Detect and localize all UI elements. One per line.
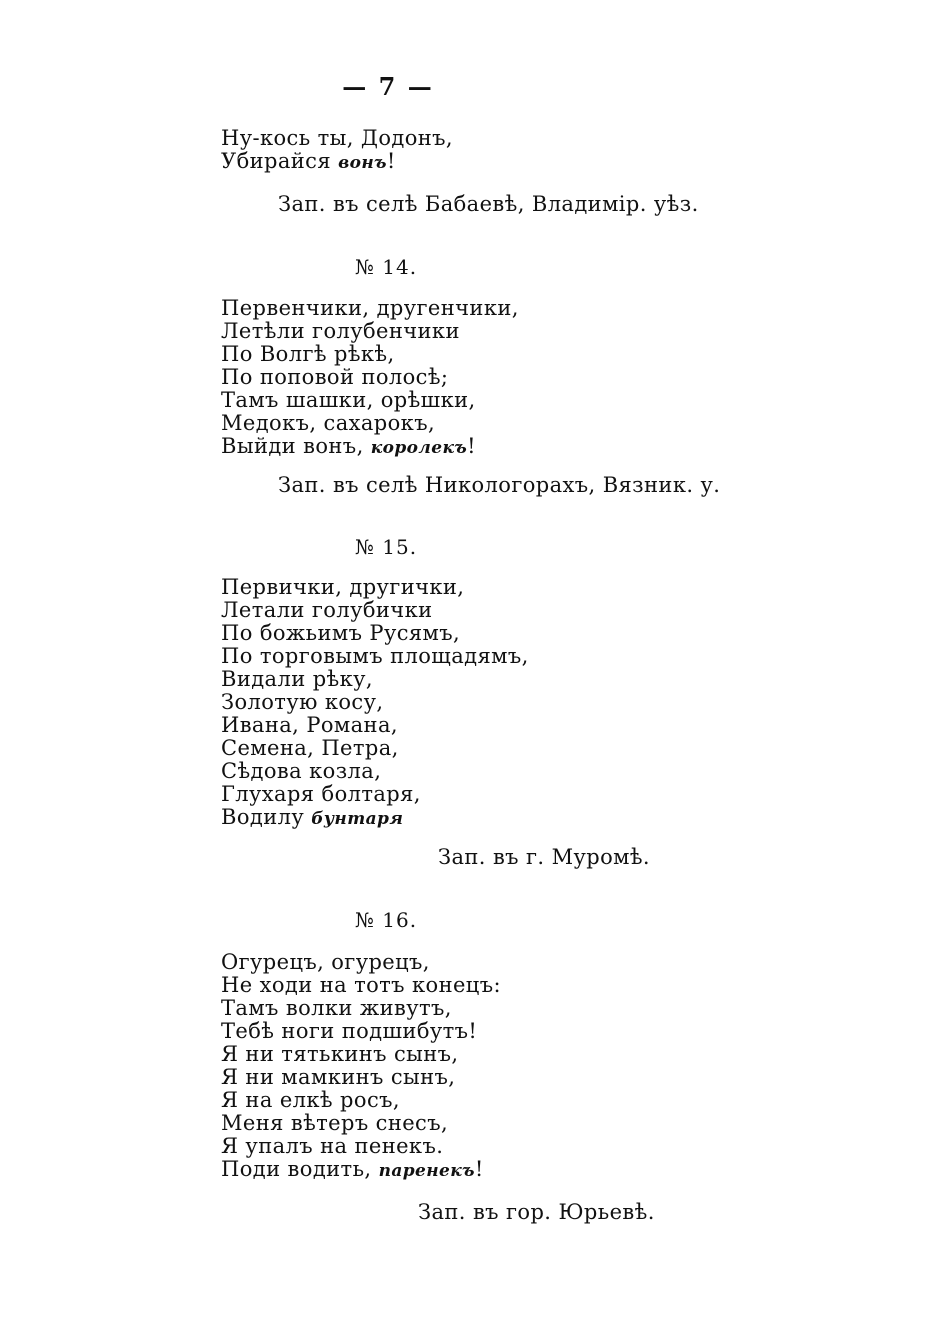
verse-line: Летали голубички bbox=[221, 598, 433, 622]
italic-word: бунтаря bbox=[311, 809, 404, 829]
poem-number-15: № 15. bbox=[355, 535, 418, 559]
verse-line: Глухаря болтаря, bbox=[221, 782, 421, 806]
italic-word: паренекъ bbox=[378, 1161, 475, 1181]
verse-line: Тамъ волки живутъ, bbox=[221, 996, 452, 1020]
poem-block-15 bbox=[221, 576, 529, 829]
source-note-14: Зап. въ селѣ Никологорахъ, Вязник. у. bbox=[278, 473, 721, 497]
verse-line: По торговымъ площадямъ, bbox=[221, 644, 529, 668]
poem-block-16 bbox=[221, 951, 501, 1181]
poem-block-14 bbox=[221, 297, 519, 458]
source-note-13: Зап. въ селѣ Бабаевѣ, Владимір. уѣз. bbox=[278, 192, 699, 216]
verse-line: Ивана, Романа, bbox=[221, 713, 398, 737]
verse-line: По Волгѣ рѣкѣ, bbox=[221, 342, 395, 366]
verse-line: Тебѣ ноги подшибутъ! bbox=[221, 1019, 478, 1043]
verse-line: Ну-кось ты, Додонъ, bbox=[221, 126, 454, 150]
verse-line-last: Поди водить, паренекъ! bbox=[221, 1157, 484, 1181]
verse-line: Первенчики, другенчики, bbox=[221, 296, 519, 320]
poem-number-16: № 16. bbox=[355, 908, 418, 932]
verse-line: Летѣли голубенчики bbox=[221, 319, 460, 343]
italic-word: королекъ bbox=[370, 438, 468, 458]
source-note-16: Зап. въ гор. Юрьевѣ. bbox=[418, 1200, 655, 1224]
verse-line: Я на елкѣ росъ, bbox=[221, 1088, 400, 1112]
poem-block-13 bbox=[221, 127, 453, 173]
verse-line: Семена, Петра, bbox=[221, 736, 399, 760]
verse-line: Тамъ шашки, орѣшки, bbox=[221, 388, 476, 412]
verse-line-last: Выйди вонъ, королекъ! bbox=[221, 434, 476, 458]
verse-line: По поповой полосѣ; bbox=[221, 365, 449, 389]
verse-line: Меня вѣтеръ снесъ, bbox=[221, 1111, 449, 1135]
verse-line-last: Убирайся вонъ! bbox=[221, 149, 396, 173]
verse-line: Золотую косу, bbox=[221, 690, 384, 714]
verse-line: Медокъ, сахарокъ, bbox=[221, 411, 436, 435]
verse-line-last: Водилу бунтаря bbox=[221, 805, 404, 829]
verse-line: Первички, другички, bbox=[221, 575, 465, 599]
source-note-15: Зап. въ г. Муромѣ. bbox=[438, 845, 650, 869]
verse-line: Видали рѣку, bbox=[221, 667, 373, 691]
verse-line: Я упалъ на пенекъ. bbox=[221, 1134, 444, 1158]
italic-word: вонъ bbox=[338, 153, 387, 173]
verse-line: Не ходи на тотъ конецъ: bbox=[221, 973, 501, 997]
page-number: — 7 — bbox=[342, 72, 434, 101]
verse-line: По божьимъ Русямъ, bbox=[221, 621, 461, 645]
verse-line: Огурецъ, огурецъ, bbox=[221, 950, 430, 974]
verse-line: Я ни тятькинъ сынъ, bbox=[221, 1042, 459, 1066]
poem-number-14: № 14. bbox=[355, 255, 418, 279]
verse-line: Я ни мамкинъ сынъ, bbox=[221, 1065, 456, 1089]
verse-line: Сѣдова козла, bbox=[221, 759, 382, 783]
